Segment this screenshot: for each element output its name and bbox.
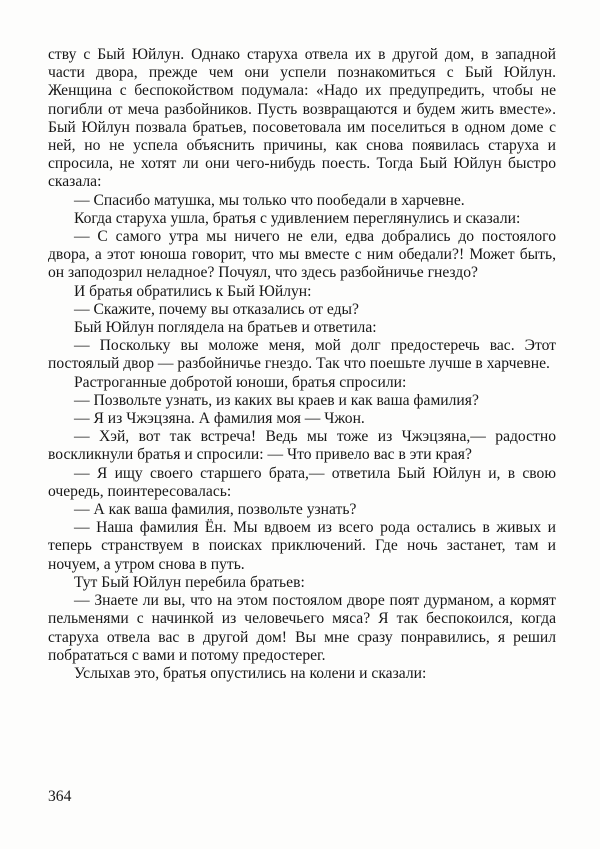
paragraph: Тут Бый Юйлун перебила братьев:	[74, 573, 305, 591]
paragraph: — Я из Чжэцзяна. А фамилия моя — Чжон.	[74, 410, 365, 428]
paragraph: — Поскольку вы моложе меня, мой долг предостеречь вас. Этот постоялый двор — разбойничье гнездо. Так что поешьте лучше в харчевне.	[48, 337, 556, 373]
paragraph: И братья обратились к Бый Юйлун:	[74, 282, 312, 300]
page-number: 364	[48, 788, 72, 805]
paragraph: — Наша фамилия Ён. Мы вдвоем из всего рода остались в живых и теперь странствуем в поисках приключений. Где ночь застанет, там и ночуем, а утром снова в путь.	[48, 519, 556, 573]
paragraph: — С самого утра мы ничего не ели, едва добрались до постоялого двора, а этот юноша говорит, что мы вместе с ним обедали?! Может быть, он заподозрил неладное? Почуял, что здесь разбойничье гнездо?	[48, 228, 556, 282]
paragraph: Бый Юйлун поглядела на братьев и ответила:	[74, 319, 377, 337]
paragraph: Растроганные добротой юноши, братья спросили:	[74, 373, 407, 391]
paragraph-continuation: ству с Бый Юйлун. Однако старуха отвела их в другой дом, в западной части двора, прежде чем они успели познакомиться с Бый Юйлун. Женщина с беспокойством подумала: «Надо их предупредить, чтобы не погибли от меча разбойников. Пусть возвращаются и будем жить вместе». Бый Юйлун позвала братьев, посоветовала им поселиться в одном доме с ней, но не успела объяснить причины, как снова появилась старуха и спросила, не хотят ли они чего-нибудь поесть. Тогда Бый Юйлун быстро сказала:	[48, 46, 556, 191]
paragraph: Услыхав это, братья опустились на колени и сказали:	[74, 664, 427, 682]
paragraph: — А как ваша фамилия, позвольте узнать?	[74, 501, 357, 519]
paragraph: — Скажите, почему вы отказались от еды?	[74, 300, 359, 318]
paragraph: — Позвольте узнать, из каких вы краев и как ваша фамилия?	[74, 391, 479, 409]
paragraph: — Хэй, вот так встреча! Ведь мы тоже из Чжэцзяна,— радостно воскликнули братья и спросили: — Что привело вас в эти края?	[48, 428, 556, 464]
paragraph: — Спасибо матушка, мы только что пообедали в харчевне.	[74, 191, 465, 209]
paragraph: — Знаете ли вы, что на этом постоялом дворе поят дурманом, а кормят пельменями с начинкой из человечьего мяса? Я так беспокоился, когда старуха отвела вас в другой дом! Вы мне сразу понравились, я решил побрататься с вами и потому предостерег.	[48, 592, 556, 664]
body-text	[48, 46, 556, 683]
paragraph: Когда старуха ушла, братья с удивлением переглянулись и сказали:	[74, 209, 521, 227]
paragraph: — Я ищу своего старшего брата,— ответила Бый Юйлун и, в свою очередь, поинтересовалась:	[48, 464, 556, 500]
